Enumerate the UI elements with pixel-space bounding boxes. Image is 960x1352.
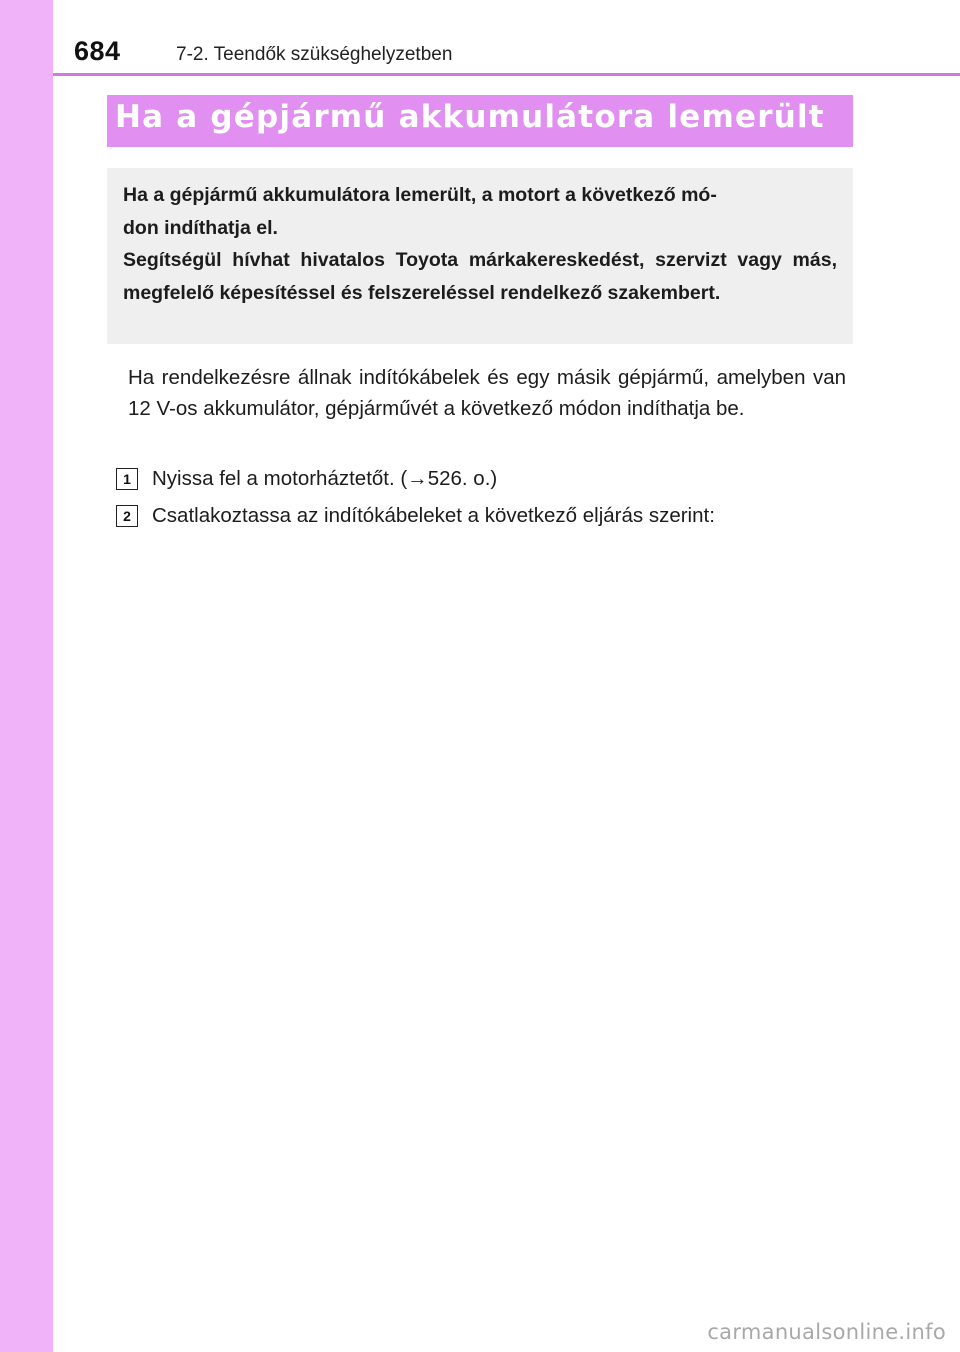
step-number-badge: 1 bbox=[116, 468, 138, 490]
step-2 bbox=[116, 501, 715, 531]
info-line-2: don indíthatja el. bbox=[123, 216, 278, 239]
info-box bbox=[107, 168, 853, 344]
info-paragraph-2: Segítségül hívhat hivatalos Toyota márkakereskedést, szervizt vagy más, megfelelő képesítéssel és felszereléssel rendelkező szakembert. bbox=[123, 249, 837, 304]
info-paragraph-1 bbox=[123, 179, 837, 244]
page-number: 684 bbox=[74, 36, 121, 66]
section-label: 7-2. Teendők szükséghelyzetben bbox=[176, 44, 453, 65]
step-number-badge: 2 bbox=[116, 505, 138, 527]
header-divider bbox=[53, 73, 960, 76]
body-intro: Ha rendelkezésre állnak indítókábelek és egy másik gépjármű, amelyben van 12 V-os akkumulátor, gépjárművét a következő módon indíthatja be. bbox=[128, 366, 846, 420]
step-text: Csatlakoztassa az indítókábeleket a következő eljárás szerint: bbox=[152, 504, 715, 527]
step-text: Nyissa fel a motorháztetőt. (→526. o.) bbox=[152, 467, 498, 490]
side-color-band bbox=[0, 0, 53, 1352]
info-line-1: Ha a gépjármű akkumulátora lemerült, a motort a következő mó- bbox=[123, 184, 717, 206]
watermark: carmanualsonline.info bbox=[707, 1320, 946, 1344]
title-bar bbox=[107, 95, 853, 147]
page-title: Ha a gépjármű akkumulátora lemerült bbox=[115, 99, 825, 135]
step-1 bbox=[116, 464, 497, 494]
